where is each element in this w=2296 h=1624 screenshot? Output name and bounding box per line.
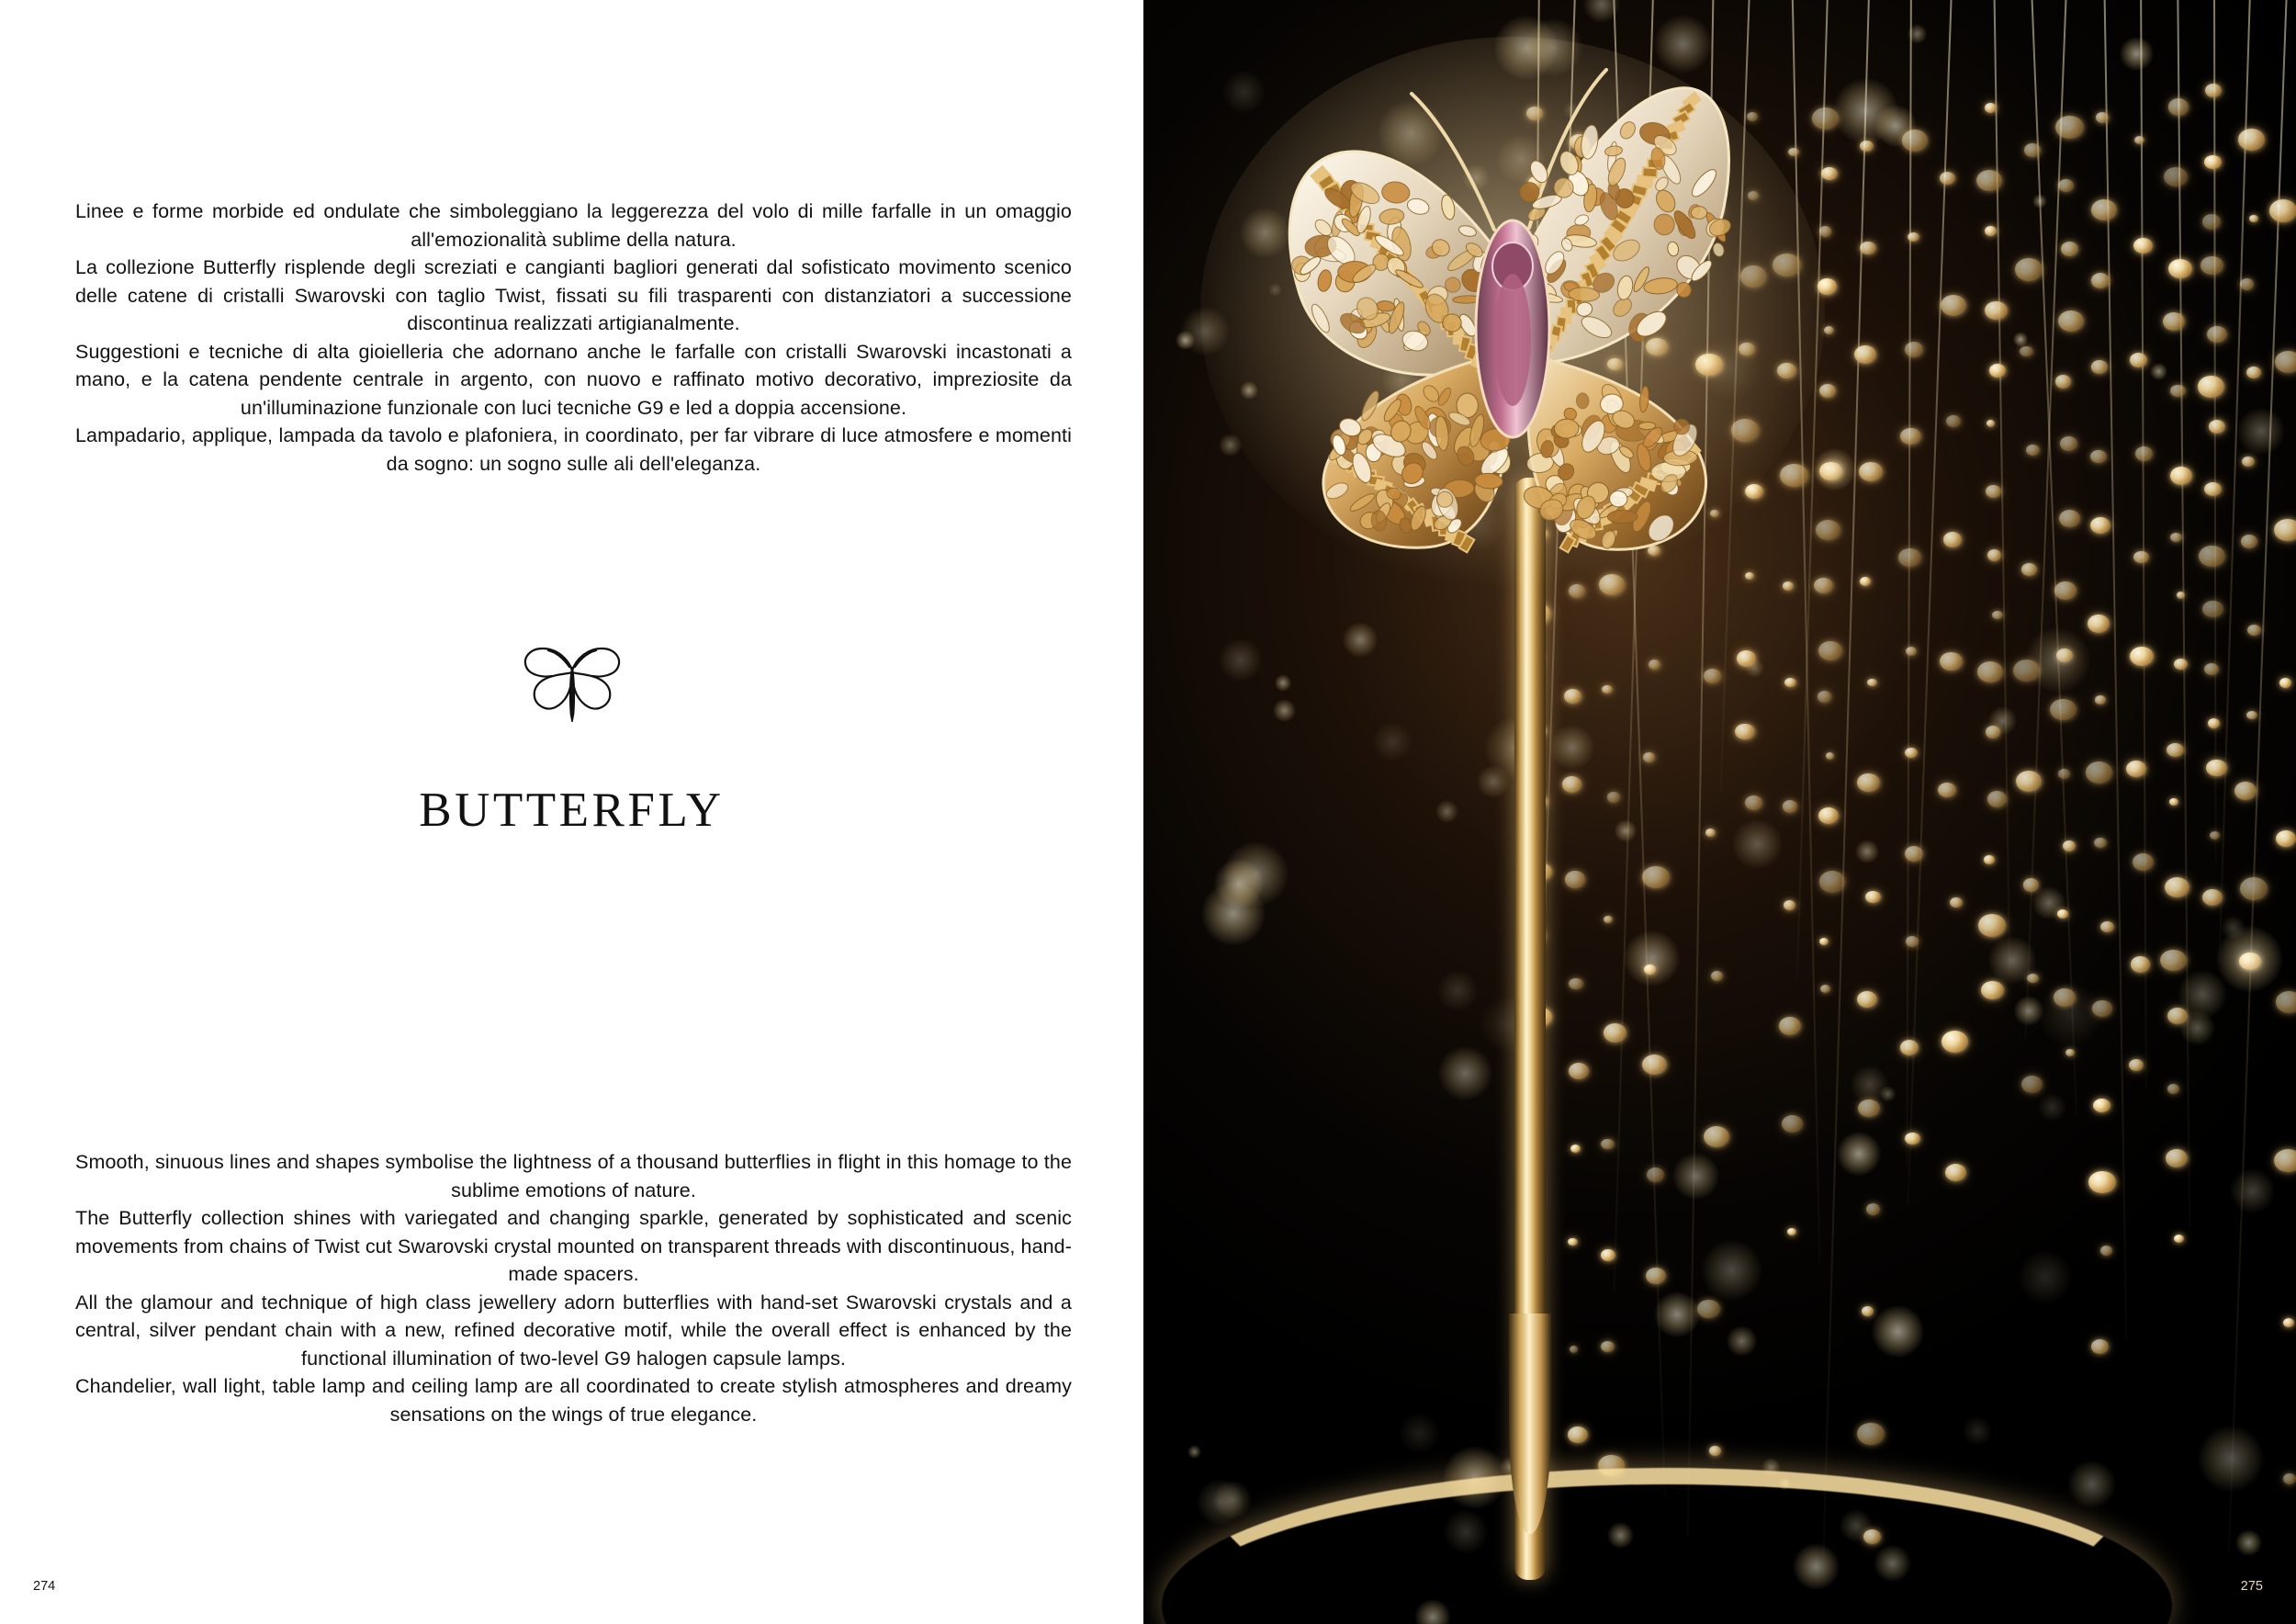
crystal-bead: [2279, 678, 2291, 688]
crystal-bead: [1985, 226, 1997, 236]
crystal-bead: [1783, 800, 1798, 813]
crystal-bead: [2170, 385, 2185, 397]
crystal-bead: [2163, 312, 2185, 331]
crystal-bead: [2133, 551, 2148, 563]
crystal-bead: [1985, 103, 1998, 113]
crystal-bead: [2021, 1076, 2043, 1093]
light-sparkle: [2235, 1529, 2262, 1556]
crystal-bead: [2241, 535, 2257, 548]
crystal-bead: [1818, 641, 1843, 661]
wing-crystal: [1607, 510, 1638, 524]
light-sparkle: [1654, 1291, 1700, 1337]
italian-paragraph-1: Linee e forme morbide ed ondulate che simboleggiano la leggerezza del volo di mille farfalle in un omaggio all'emozionalità sublime della natura.: [75, 200, 1072, 251]
wing-crystal: [1576, 393, 1589, 409]
crystal-bead: [1945, 1164, 1966, 1181]
crystal-bead: [1900, 1040, 1919, 1055]
crystal-bead: [1938, 783, 1956, 797]
crystal-bead: [2055, 375, 2071, 388]
light-sparkle: [2221, 916, 2245, 941]
crystal-bead: [1946, 415, 1961, 427]
page-title: BUTTERFLY: [419, 784, 725, 837]
light-sparkle: [1399, 1413, 1440, 1454]
crystal-bead: [2283, 1318, 2294, 1327]
crystal-bead: [2026, 445, 2039, 456]
crystal-bead: [2269, 199, 2296, 222]
crystal-bead: [1908, 232, 1919, 242]
crystal-bead: [2168, 259, 2192, 279]
crystal-bead: [2205, 84, 2222, 97]
crystal-bead: [1992, 611, 2002, 619]
crystal-bead: [2135, 446, 2153, 460]
crystal-bead: [1649, 660, 1660, 670]
crystal-bead: [2202, 601, 2223, 618]
crystal-bead: [2174, 1235, 2184, 1243]
crystal-bead: [1986, 485, 2001, 498]
crystal-bead: [1905, 748, 1918, 758]
crystal-bead: [1562, 776, 1581, 792]
crystal-bead: [1787, 1228, 1796, 1235]
crystal-bead: [2131, 956, 2150, 972]
crystal-bead: [1784, 678, 1795, 687]
crystal-bead: [1570, 1346, 1578, 1353]
crystal-bead: [1985, 301, 2008, 320]
crystal-bead: [2100, 921, 2114, 932]
crystal-bead: [1642, 1054, 1667, 1076]
crystal-bead: [2058, 310, 2084, 332]
crystal-bead: [2059, 510, 2080, 527]
english-paragraph-1: Smooth, sinuous lines and shapes symbolise the lightness of a thousand butterflies in flight in this homage to the sublime emotions of nature.: [75, 1151, 1072, 1201]
light-sparkle: [2013, 332, 2029, 347]
crystal-bead: [1867, 679, 1876, 686]
crystal-bead: [2054, 581, 2077, 599]
english-description: [75, 1148, 1072, 1428]
wing-crystal: [1638, 422, 1656, 430]
crystal-bead: [2167, 743, 2184, 758]
crystal-bead: [1604, 916, 1613, 924]
crystal-bead: [2204, 663, 2219, 675]
crystal-bead: [2050, 699, 2076, 720]
crystal-bead: [1697, 1300, 1720, 1318]
crystal-bead: [1984, 855, 1994, 863]
light-sparkle: [1672, 1153, 1719, 1200]
crystal-bead: [2209, 420, 2225, 434]
crystal-bead: [1986, 420, 1995, 427]
crystal-bead: [2283, 1473, 2296, 1484]
crystal-bead: [2202, 214, 2221, 230]
light-sparkle: [1624, 930, 1680, 987]
crystal-bead: [2198, 376, 2224, 398]
crystal-bead: [2095, 695, 2106, 704]
crystal-bead: [1569, 1063, 1589, 1079]
wing-crystal: [1554, 419, 1579, 438]
light-sparkle: [2198, 1426, 2264, 1492]
crystal-bead: [1646, 1268, 1666, 1284]
light-sparkle: [2179, 1010, 2215, 1046]
crystal-bead: [1857, 1423, 1885, 1446]
crystal-bead: [2060, 436, 2077, 451]
crystal-bead: [2015, 258, 2043, 280]
crystal-bead: [1711, 971, 1724, 981]
light-sparkle: [2120, 37, 2154, 71]
light-sparkle: [1701, 1240, 1762, 1302]
light-sparkle: [1855, 840, 1878, 863]
crystal-bead: [1941, 1031, 1968, 1053]
crystal-bead: [1976, 170, 2002, 191]
crystal-bead: [2024, 143, 2041, 157]
crystal-bead: [2274, 1149, 2296, 1172]
crystal-bead: [2133, 853, 2154, 871]
crystal-bead: [1860, 577, 1872, 586]
crystal-bead: [2091, 199, 2117, 220]
crystal-bead: [1905, 1133, 1919, 1145]
crystal-bead: [1860, 242, 1876, 255]
crystal-bead: [1905, 342, 1923, 357]
light-sparkle: [1988, 936, 2037, 985]
english-paragraph-2: The Butterfly collection shines with variegated and changing sparkle, generated by sophisticated and scenic movements from chains of Twist cut Swarovski crystal mounted on transparent threads with discontinuous, hand-made spacers.: [75, 1207, 1072, 1286]
crystal-bead: [1709, 1446, 1721, 1456]
light-sparkle: [2014, 996, 2043, 1025]
crystal-bead: [2021, 563, 2037, 576]
crystal-bead: [1862, 1306, 1874, 1316]
italian-description: [75, 197, 1072, 478]
light-sparkle: [1727, 1325, 1758, 1357]
crystal-bead: [2208, 718, 2220, 728]
light-sparkle: [2025, 627, 2091, 694]
crystal-bead: [1818, 807, 1839, 824]
light-sparkle: [2067, 1460, 2115, 1508]
crystal-bead: [2247, 625, 2261, 636]
crystal-bead: [2168, 98, 2189, 116]
light-sparkle: [2039, 984, 2102, 1047]
crystal-bead: [1568, 1238, 1578, 1246]
crystal-bead: [2134, 136, 2145, 145]
crystal-bead: [1704, 1126, 1729, 1147]
page-number-right: 275: [2240, 1579, 2263, 1594]
light-sparkle: [2032, 194, 2047, 209]
crystal-bead: [2160, 950, 2186, 971]
crystal-bead: [2094, 838, 2107, 848]
crystal-bead: [1865, 891, 1880, 903]
italian-paragraph-3: Suggestioni e tecniche di alta gioielleria che adornano anche le farfalle con cristalli Swarovski incastonati a mano, e la catena pendente centrale in argento, con nuovo e raffinato motivo decorativo, impreziosite da un'illuminazione funzionale con luci tecniche G9 e led a doppia accensione.: [75, 340, 1072, 419]
crystal-bead: [1943, 532, 1962, 547]
light-sparkle: [1988, 706, 2017, 735]
crystal-bead: [2170, 533, 2182, 542]
light-sparkle: [1732, 819, 1782, 869]
crystal-bead: [2133, 238, 2153, 254]
crystal-bead: [2058, 179, 2074, 192]
crystal-bead: [2086, 761, 2112, 784]
light-sparkle: [1372, 722, 1412, 761]
crystal-bead: [1981, 981, 2004, 999]
crystal-bead: [2199, 546, 2225, 568]
crystal-bead: [2246, 711, 2257, 720]
crystal-bead: [1607, 792, 1620, 802]
crystal-bead: [2234, 782, 2257, 800]
crystal-bead: [1782, 1115, 1803, 1133]
crystal-bead: [2100, 1246, 2112, 1256]
chandelier-stem-tip: [1509, 1314, 1551, 1534]
italian-paragraph-4: Lampadario, applique, lampada da tavolo e plafoniera, in coordinato, per far vibrare di luce atmosfere e momenti da sogno: un sogno sulle ali dell'eleganza.: [75, 424, 1072, 475]
collection-logo-area: [0, 643, 1143, 838]
light-sparkle: [1874, 105, 1917, 147]
crystal-bead: [2088, 1171, 2116, 1193]
chandelier-ring: [1162, 1468, 2172, 1624]
crystal-bead: [2207, 326, 2227, 343]
crystal-bead: [2276, 991, 2296, 1013]
crystal-bead: [2238, 129, 2265, 151]
crystal-butterfly-ornament: [1191, 37, 1834, 625]
light-sparkle: [2019, 1250, 2073, 1304]
light-sparkle: [1963, 1416, 1992, 1446]
light-sparkle: [1275, 674, 1292, 692]
crystal-bead: [2164, 167, 2188, 186]
light-sparkle: [2038, 1093, 2066, 1122]
crystal-bead: [1866, 1203, 1880, 1214]
crystal-bead: [2090, 450, 2107, 464]
crystal-bead: [1601, 1139, 1614, 1150]
crystal-bead: [1854, 345, 1877, 364]
crystal-bead: [2246, 367, 2262, 379]
light-sparkle: [1872, 1305, 1924, 1358]
crystal-bead: [2091, 1339, 2109, 1353]
crystal-bead: [2275, 351, 2296, 372]
light-sparkle: [1437, 970, 1478, 1010]
light-sparkle: [2032, 886, 2065, 919]
crystal-bead: [2210, 831, 2220, 840]
italian-paragraph-2: La collezione Butterfly risplende degli screziati e cangianti bagliori generati dal sofisticato movimento scenico delle catene di cristalli Swarovski con taglio Twist, fissati su fili trasparenti con distanziatori a successione discontinua realizzati artigianalmente.: [75, 256, 1072, 335]
crystal-bead: [1647, 1167, 1664, 1182]
crystal-bead: [1735, 724, 1754, 739]
crystal-bead: [2129, 1059, 2144, 1071]
left-page: [0, 0, 1143, 1624]
crystal-bead: [2020, 346, 2032, 357]
light-sparkle: [2150, 363, 2167, 380]
crystal-bead: [2016, 771, 2042, 792]
wing-crystal: [1691, 207, 1706, 220]
crystal-strand: [2030, 0, 2077, 1117]
crystal-bead: [1987, 791, 2008, 807]
crystal-bead: [1950, 897, 1963, 908]
crystal-bead: [1900, 428, 1921, 445]
light-sparkle: [1549, 725, 1594, 770]
crystal-bead: [1602, 685, 1613, 694]
crystal-bead: [2204, 482, 2222, 496]
crystal-bead: [1987, 549, 2002, 561]
light-sparkle: [1908, 24, 1928, 44]
crystal-bead: [2063, 840, 2076, 851]
light-sparkle: [2230, 1168, 2275, 1213]
crystal-bead: [2274, 519, 2296, 542]
crystal-bead: [2242, 457, 2255, 467]
crystal-bead: [2130, 647, 2154, 667]
crystal-bead: [2055, 116, 2084, 139]
crystal-bead: [1745, 795, 1762, 810]
crystal-bead: [2091, 360, 2107, 373]
crystal-bead: [1569, 978, 1582, 990]
light-sparkle: [1273, 699, 1295, 721]
crystal-bead: [2058, 769, 2070, 778]
light-sparkle: [2237, 408, 2285, 456]
crystal-bead: [1779, 1017, 1801, 1035]
crystal-bead: [2174, 659, 2188, 670]
crystal-bead: [1642, 866, 1670, 888]
wing-crystal: [1436, 491, 1453, 508]
butterfly-icon: [517, 643, 627, 726]
light-sparkle: [1343, 622, 1379, 658]
crystal-bead: [1898, 548, 1920, 567]
crystal-bead: [1643, 752, 1655, 762]
crystal-bead: [1857, 773, 1880, 792]
light-sparkle: [1477, 765, 1510, 798]
crystal-bead: [1568, 1427, 1588, 1443]
light-sparkle: [1197, 1479, 1244, 1526]
crystal-bead: [2061, 242, 2078, 255]
crystal-bead: [1978, 914, 2006, 937]
crystal-bead: [1564, 689, 1582, 704]
english-paragraph-4: Chandelier, wall light, table lamp and ceiling lamp are all coordinated to create stylish atmospheres and dreamy sensations on the wings of true elegance.: [75, 1375, 1072, 1426]
crystal-bead: [2167, 1084, 2180, 1094]
crystal-strand: [2140, 0, 2147, 1090]
crystal-bead: [2169, 798, 2178, 806]
crystal-bead: [2091, 273, 2110, 288]
crystal-bead: [1977, 661, 2003, 682]
light-sparkle: [1837, 1132, 1881, 1176]
light-sparkle: [1615, 819, 1638, 842]
crystal-bead: [1941, 295, 1966, 316]
crystal-bead: [1820, 985, 1830, 993]
crystal-bead: [2276, 830, 2296, 848]
light-sparkle: [1219, 638, 1262, 682]
page-number-left: 274: [33, 1579, 56, 1594]
crystal-bead: [2130, 353, 2147, 367]
crystal-bead: [1604, 1023, 1626, 1043]
light-sparkle: [1435, 800, 1458, 823]
crystal-bead: [1818, 691, 1832, 703]
crystal-bead: [2170, 467, 2193, 485]
light-sparkle: [1745, 659, 1764, 678]
butterfly-crystal-chandelier-photo: [1143, 0, 2296, 1624]
crystal-bead: [1784, 900, 1795, 910]
crystal-bead: [1601, 1341, 1615, 1352]
english-paragraph-3: All the glamour and technique of high class jewellery adorn butterflies with hand-set Swarovski crystals and a central, silver pendant chain with a new, refined decorative motif, while the overall effect is enhanced by the functional illumination of two-level G9 halogen capsule lamps.: [75, 1291, 1072, 1370]
crystal-bead: [1819, 938, 1829, 945]
crystal-bead: [1570, 1145, 1581, 1153]
crystal-bead: [2249, 215, 2257, 222]
crystal-bead: [1940, 652, 1963, 671]
crystal-bead: [1940, 172, 1956, 186]
crystal-bead: [1989, 364, 2006, 378]
light-sparkle: [1187, 1445, 1201, 1459]
crystal-strand: [1906, 0, 1912, 1167]
crystal-bead: [2204, 155, 2221, 169]
crystal-bead: [1826, 752, 1835, 760]
crystal-bead: [1906, 647, 1917, 656]
light-sparkle: [1438, 1046, 1492, 1100]
crystal-bead: [2096, 112, 2109, 123]
crystal-bead: [1857, 991, 1877, 1008]
crystal-bead: [2200, 256, 2223, 275]
crystal-bead: [2177, 592, 2185, 599]
crystal-bead: [1859, 462, 1883, 481]
crystal-bead: [1705, 829, 1716, 837]
crystal-strand: [2228, 0, 2289, 1552]
crystal-bead: [2090, 517, 2110, 534]
crystal-bead: [1565, 871, 1585, 887]
crystal-bead: [2088, 615, 2110, 633]
light-sparkle: [1201, 882, 1266, 946]
crystal-bead: [1601, 1249, 1615, 1261]
crystal-bead: [2093, 1099, 2110, 1112]
right-page: [1143, 0, 2296, 1624]
crystal-bead: [2240, 278, 2255, 290]
crystal-bead: [1704, 669, 1721, 682]
crystal-bead: [2166, 1149, 2188, 1167]
